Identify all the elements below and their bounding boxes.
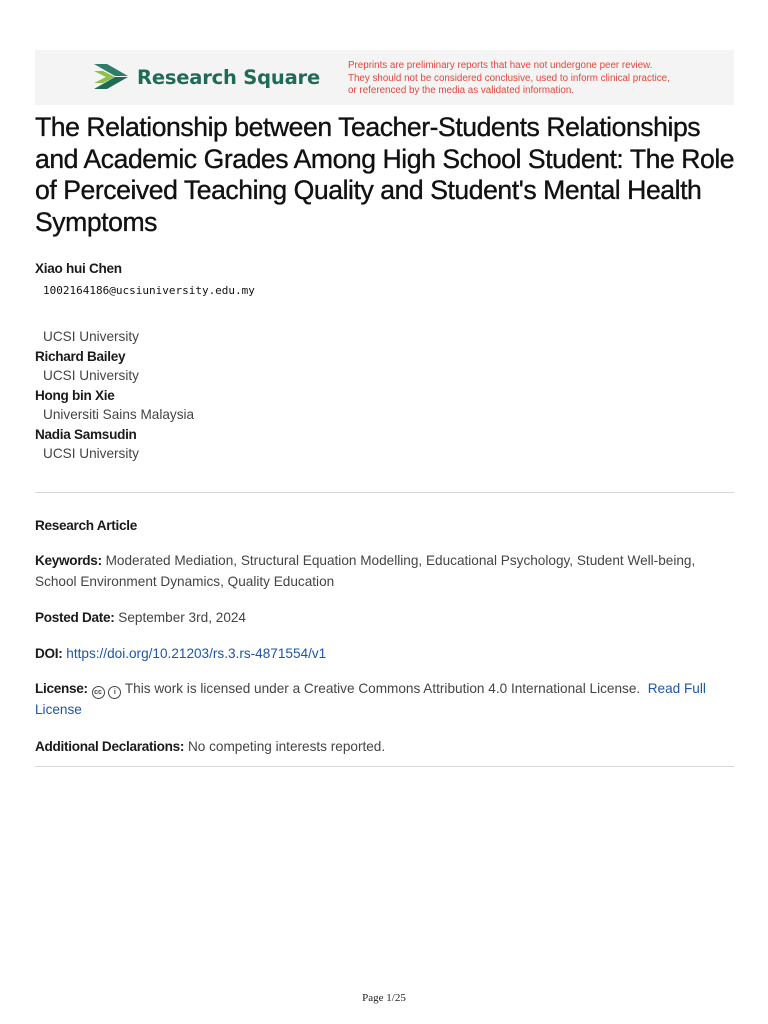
author-affiliation: UCSI University: [43, 368, 139, 383]
license-text: This work is licensed under a Creative Commons Attribution 4.0 International License.: [124, 681, 641, 696]
page-number: Page 1/25: [362, 992, 406, 1004]
author-affiliation: Universiti Sains Malaysia: [43, 407, 195, 422]
article-type: [35, 515, 734, 536]
keywords: [35, 550, 734, 592]
author-name: Nadia Samsudin: [35, 427, 137, 442]
research-square-logo[interactable]: [93, 63, 320, 91]
preprint-disclaimer: [348, 60, 728, 98]
cc-icon: cc: [92, 686, 105, 699]
keywords-value: Moderated Mediation, Structural Equation Modelling, Educational Psychology, Student Well-being, School Environment Dynamics, Quality Education: [35, 553, 696, 589]
logo-text: Research Square: [137, 65, 320, 89]
author-name: Hong bin Xie: [35, 388, 115, 403]
additional-declarations: [35, 736, 734, 757]
declarations-label: Additional Declarations:: [35, 739, 185, 754]
author-name: Richard Bailey: [35, 349, 126, 364]
declarations-value: No competing interests reported.: [187, 739, 386, 754]
disclaimer-line: They should not be considered conclusive, used to inform clinical practice,: [348, 72, 670, 84]
author-list: [35, 259, 735, 464]
license-label: License:: [35, 681, 88, 696]
posted-date: [35, 607, 734, 628]
by-icon: i: [108, 686, 121, 699]
read-full-license-link[interactable]: Read Full License: [35, 681, 706, 717]
keywords-label: Keywords:: [35, 553, 102, 568]
preprint-banner: [35, 50, 734, 105]
posted-date-value: September 3rd, 2024: [118, 610, 246, 625]
research-square-logo-icon: [93, 62, 129, 92]
author-affiliation: UCSI University: [43, 446, 139, 461]
doi: [35, 643, 734, 664]
author-name: Xiao hui Chen: [35, 261, 122, 276]
doi-label: DOI:: [35, 646, 63, 661]
doi-link[interactable]: https://doi.org/10.21203/rs.3.rs-4871554/v1: [66, 646, 327, 661]
paper-title: The Relationship between Teacher-Students Relationships and Academic Grades Among High School Student: The Role of Perceived Teaching Quality and Student's Mental Health Symptoms: [35, 112, 735, 237]
author-email[interactable]: 1002164186@ucsiuniversity.edu.my: [43, 284, 255, 297]
divider: [35, 766, 734, 767]
license: [35, 678, 734, 720]
disclaimer-line: or referenced by the media as validated information.: [348, 85, 574, 97]
divider: [35, 492, 734, 493]
posted-date-label: Posted Date:: [35, 610, 115, 625]
disclaimer-line: Preprints are preliminary reports that have not undergone peer review.: [348, 60, 653, 71]
author-affiliation: UCSI University: [43, 329, 139, 344]
article-type-label: Research Article: [35, 518, 137, 533]
